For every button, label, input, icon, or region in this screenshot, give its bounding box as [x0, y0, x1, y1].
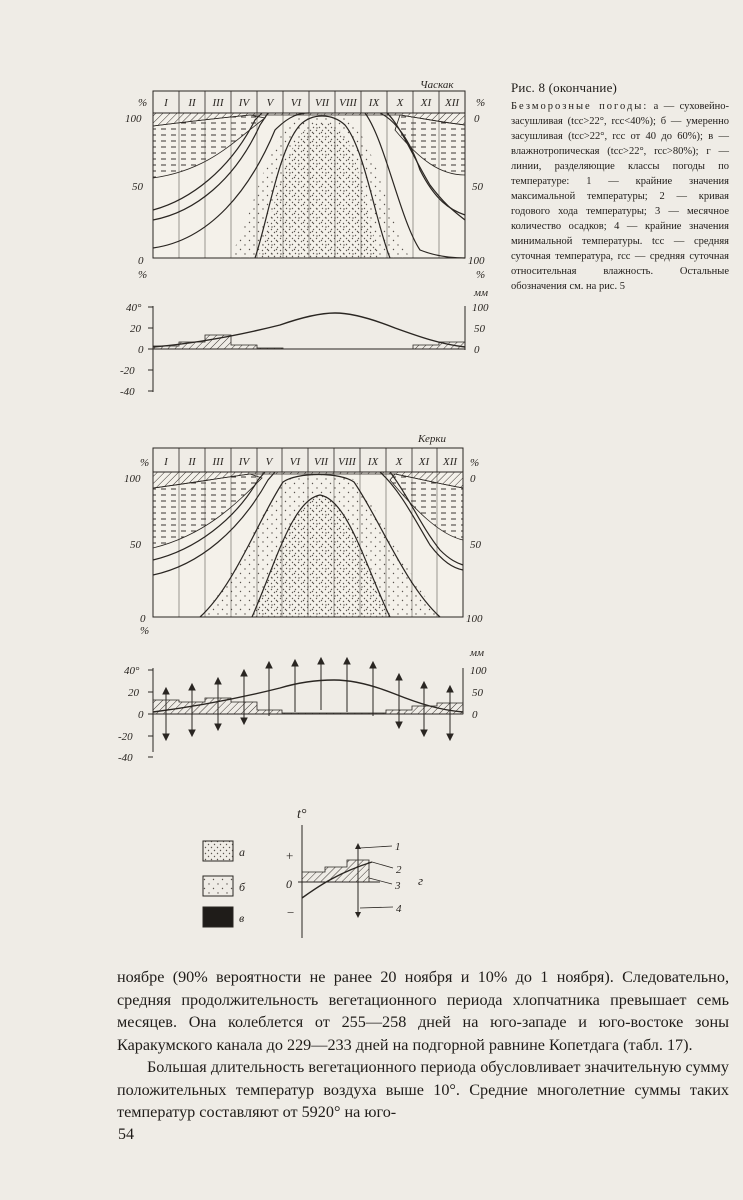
legend-plus: +: [286, 848, 294, 863]
caption-b: б — умеренно засушливая (tсс>22°, rсс от 40 до 60%);: [511, 116, 729, 142]
page-number: 54: [118, 1126, 134, 1143]
caption-a: а — суховейно-засушливая (tсс>22°, rсс<40%);: [511, 101, 730, 127]
legend-n1: 1: [395, 841, 401, 853]
mm-unit: мм: [474, 287, 489, 299]
temp-tick: -40: [118, 752, 133, 764]
pct-unit-right: %: [470, 457, 480, 469]
legend-n3: 3: [395, 880, 401, 892]
temp-tick: 20: [128, 687, 139, 699]
legend-swatch-a: [203, 841, 233, 861]
legend-swatch-v: [203, 907, 233, 927]
tick-right: 0: [474, 113, 480, 125]
paragraph: ноябре (90% вероятности не ранее 20 ноября и 10% до 1 ноября). Следовательно, средняя продолжительность вегетационного периода хлопчатника превышает семь месяцев. Она колеблется от 255—258 дней на юго-западе и юго-востоке зоны Каракумского канала до 229—233 дней на подгорной равнине Копетдага (табл. 17).: [117, 968, 729, 1054]
station-upper-name: Часкак: [420, 79, 454, 91]
legend-zero: 0: [286, 877, 292, 891]
tick-right: 50: [472, 181, 483, 193]
tick-left: 0: [140, 613, 146, 625]
pct-unit-left: %: [140, 457, 150, 469]
station-lower-name: Керки: [418, 433, 447, 445]
legend-minus: −: [287, 905, 295, 920]
precip-tick: 100: [472, 302, 489, 314]
precip-tick: 50: [474, 323, 485, 335]
tick-left: 100: [124, 473, 141, 485]
temp-chart-lower: [118, 647, 487, 764]
temp-tick: 0: [138, 344, 144, 356]
legend-label-a: а: [239, 845, 245, 859]
caption-rcc: rсс — средняя суточная относительная влажность.: [511, 251, 730, 277]
legend-n4: 4: [396, 903, 402, 915]
mm-unit: мм: [470, 647, 485, 659]
tick-left: 50: [132, 181, 143, 193]
temp-tick: -40: [120, 386, 135, 398]
caption-g4: 4 — крайние значения минимальной температуры.: [511, 221, 729, 247]
month-label: XI: [420, 97, 432, 109]
legend-g-label: г: [418, 873, 424, 888]
temp-chart-upper: [120, 287, 489, 398]
pct-unit-left-bottom: %: [140, 625, 150, 637]
precip-tick: 0: [472, 709, 478, 721]
temp-tick: 0: [138, 709, 144, 721]
month-label: XII: [444, 97, 460, 109]
month-label: VIII: [338, 456, 356, 468]
figure-legend: [203, 807, 423, 938]
month-label: XI: [418, 456, 430, 468]
pct-unit-right: %: [476, 97, 486, 109]
legend-n2: 2: [396, 864, 402, 876]
month-label: X: [395, 456, 403, 468]
caption-lead: Безморозные погоды:: [511, 101, 649, 112]
tick-right: 100: [466, 613, 483, 625]
caption-g3: 3 — месячное количество осадков;: [511, 206, 729, 232]
month-label: I: [164, 456, 168, 468]
month-label: VII: [314, 97, 330, 109]
caption-v: в — влажнотропическая (tсс>22°, rсс>80%);: [511, 131, 729, 157]
figure-caption: [511, 80, 729, 294]
caption-rest: Остальные обозначения см. на рис. 5: [511, 266, 729, 292]
precip-tick: 100: [470, 665, 487, 677]
chart-upper: [120, 79, 489, 398]
tick-left: 50: [130, 539, 141, 551]
temp-tick: -20: [118, 731, 133, 743]
month-label: XII: [442, 456, 458, 468]
month-label: IX: [368, 97, 380, 109]
temp-tick: 40°: [126, 302, 142, 314]
tick-right: 0: [470, 473, 476, 485]
caption-g1: 1 — крайние значения максимальной температуры;: [511, 176, 730, 202]
month-label: III: [212, 97, 224, 109]
legend-swatch-b: [203, 876, 233, 896]
pct-unit-right-bottom: %: [476, 269, 486, 281]
legend-t-label: t°: [297, 807, 307, 822]
tick-left: 100: [125, 113, 142, 125]
month-label: VIII: [339, 97, 357, 109]
month-label: VI: [289, 456, 301, 468]
precip-tick: 50: [472, 687, 483, 699]
temp-tick: 20: [130, 323, 141, 335]
legend-label-b: б: [239, 880, 246, 894]
temp-tick: 40°: [124, 665, 140, 677]
month-label: VI: [290, 97, 302, 109]
month-label: II: [188, 456, 196, 468]
month-label: X: [396, 97, 404, 109]
month-label: II: [188, 97, 196, 109]
month-label: V: [266, 97, 274, 109]
month-label: I: [164, 97, 168, 109]
caption-title: Рис. 8 (окончание): [511, 80, 618, 95]
tick-left: 0: [138, 255, 144, 267]
body-text: [117, 966, 729, 1124]
month-label: IV: [238, 456, 250, 468]
pct-unit-left: %: [138, 97, 148, 109]
caption-g: г — линии, разделяющие классы погоды по температуре:: [511, 146, 730, 187]
month-label: VII: [313, 456, 329, 468]
month-label: III: [212, 456, 224, 468]
chart-lower: [118, 433, 487, 764]
legend-label-v: в: [239, 911, 245, 925]
pct-unit-left-bottom: %: [138, 269, 148, 281]
caption-tcc: tсс — средняя суточная температура,: [511, 236, 729, 262]
month-label: IV: [238, 97, 250, 109]
temp-tick: -20: [120, 365, 135, 377]
tick-right: 100: [468, 255, 485, 267]
month-label: V: [265, 456, 273, 468]
tick-right: 50: [470, 539, 481, 551]
caption-g2: 2 — кривая годового хода температуры;: [511, 191, 729, 217]
paragraph: Большая длительность вегетационного периода обусловливает значительную сумму положительных температур воздуха выше 10°. Средние многолетние суммы таких температур составляют от 5920° на юго-: [117, 1058, 729, 1121]
month-label: IX: [367, 456, 379, 468]
precip-tick: 0: [474, 344, 480, 356]
